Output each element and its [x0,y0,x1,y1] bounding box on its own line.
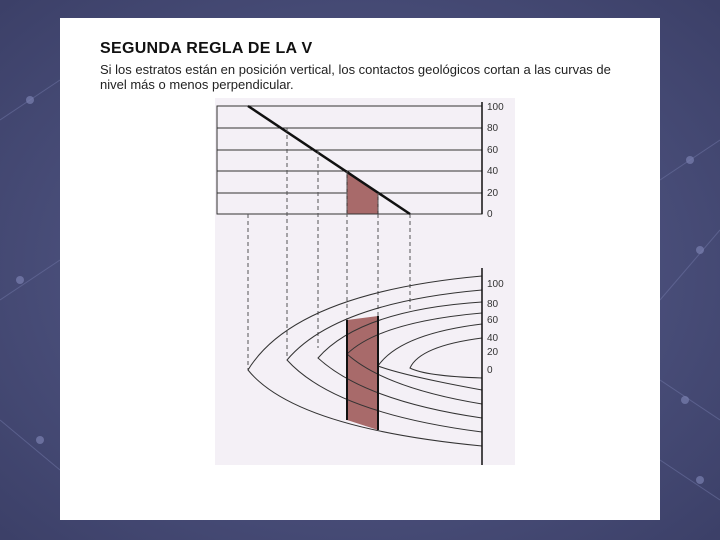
contour-label: 80 [487,299,499,310]
slide-description: Si los estratos están en posición vertical, los contactos geológicos cortan a las curvas de nivel más o menos perpendicular. [100,62,611,92]
elevation-label: 60 [487,145,499,156]
elevation-label: 20 [487,188,499,199]
cross-section [217,102,504,220]
stratum-outcrop [347,316,378,430]
contour-label: 40 [487,333,499,344]
contour-label: 60 [487,315,499,326]
slide-title: SEGUNDA REGLA DE LA V [100,40,313,57]
contour-label: 100 [487,279,504,290]
v-rule-figure [215,98,515,465]
contour-label: 20 [487,347,499,358]
elevation-label: 0 [487,209,493,220]
elevation-label: 100 [487,102,504,113]
elevation-label: 80 [487,123,499,134]
elevation-label: 40 [487,166,499,177]
slide [60,18,660,520]
contour-label: 0 [487,365,493,376]
